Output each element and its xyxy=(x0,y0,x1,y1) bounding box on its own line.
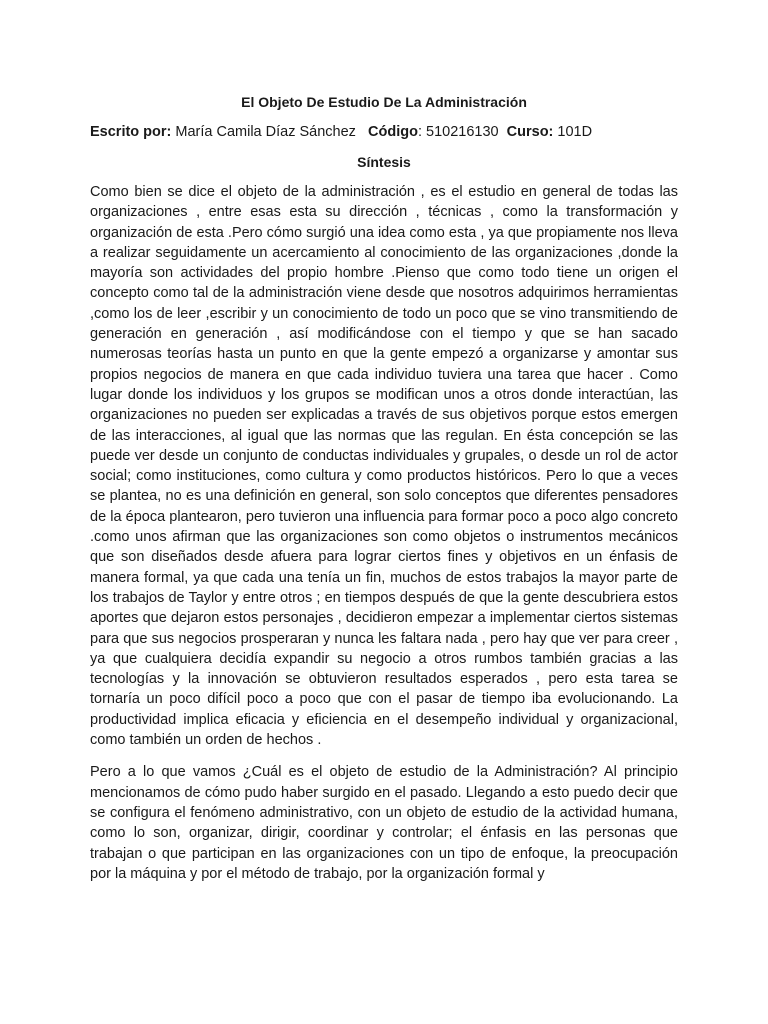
code-value: 510216130 xyxy=(426,124,499,140)
author-label: Escrito por: xyxy=(90,124,172,140)
byline: Escrito por: María Camila Díaz Sánchez Código: 510216130 Curso: 101D xyxy=(90,124,593,140)
body-paragraph-2: Pero a lo que vamos ¿Cuál es el objeto de estudio de la Administración? Al principio mencionamos de cómo pudo haber surgido en el pasado. Llegando a esto puedo decir que se configura el fenómeno administrativo, con un objeto de estudio de la actividad humana, como lo son, organizar, dirigir, coordinar y controlar; el énfasis en las personas que trabajan o que participan en las organizaciones con un tipo de enfoque, la preocupación por la máquina y por el método de trabajo, por la organización formal y xyxy=(90,764,678,882)
course-label: Curso: xyxy=(506,124,554,140)
author-name: María Camila Díaz Sánchez xyxy=(175,124,356,140)
body-paragraph-1: Como bien se dice el objeto de la administración , es el estudio en general de todas las organizaciones , entre esas esta su dirección , técnicas , como la transformación y organización de esta .Pero cómo surgió una idea como esta , ya que propiamente nos lleva a realizar seguidamente un acercamiento al conocimiento de las organizaciones ,donde la mayoría son actividades del propio hombre .Pienso que como todo tiene un origen el concepto como tal de la administración viene desde que nosotros adquirimos herramientas ,como los de leer ,escribir y un conocimiento de todo un poco que se vino transmitiendo de generación en generación , así modificándose con el tiempo y que se han sacado numerosas teorías hasta un punto en que la gente empezó a organizarse y amontar sus propios negocios de manera en que cada individuo tuviera una tarea que hacer . Como lugar donde los individuos y los grupos se modifican unos a otros donde interactúan, las organizaciones no pueden ser explicadas a través de sus objetivos porque estos emergen de las interacciones, al igual que las normas que las regulan. En ésta concepción se las puede ver desde un conjunto de conductas individuales y grupales, o desde un rol de actor social; como instituciones, como cultura y como productos históricos. Pero lo que a veces se plantea, no es una definición en general, son solo conceptos que diferentes pensadores de la época plantearon, pero tuvieron una influencia para formar poco a poco algo concreto .como unos afirman que las organizaciones son como objetos o instrumentos mecánicos que son diseñados desde afuera para lograr ciertos fines y objetivos en un énfasis de manera formal, ya que cada una tenía un fin, muchos de estos trabajos la mayor parte de los trabajos de Taylor y entre otros ; en tiempos después de que la gente descubriera estos aportes que dejaron estos personajes , decidieron empezar a implementar ciertos sistemas para que sus negocios prosperaran y nunca les faltara nada , pero hay que ver para creer , ya que cualquiera decidía expandir su negocio a otros rumbos también gracias a las tecnologías y la innovación se obtuvieron resultados esperados , pero esta tarea se tornaría un poco difícil poco a poco que con el pasar de tiempo iba evolucionando. La productividad implica eficacia y eficiencia en el desempeño individual y organizacional, como también un orden de hechos . xyxy=(90,184,678,749)
section-subtitle: Síntesis xyxy=(357,154,411,170)
course-value: 101D xyxy=(557,124,593,140)
document-title: El Objeto De Estudio De La Administración xyxy=(241,94,527,110)
document-page xyxy=(90,92,678,896)
code-label: Código xyxy=(368,124,418,140)
